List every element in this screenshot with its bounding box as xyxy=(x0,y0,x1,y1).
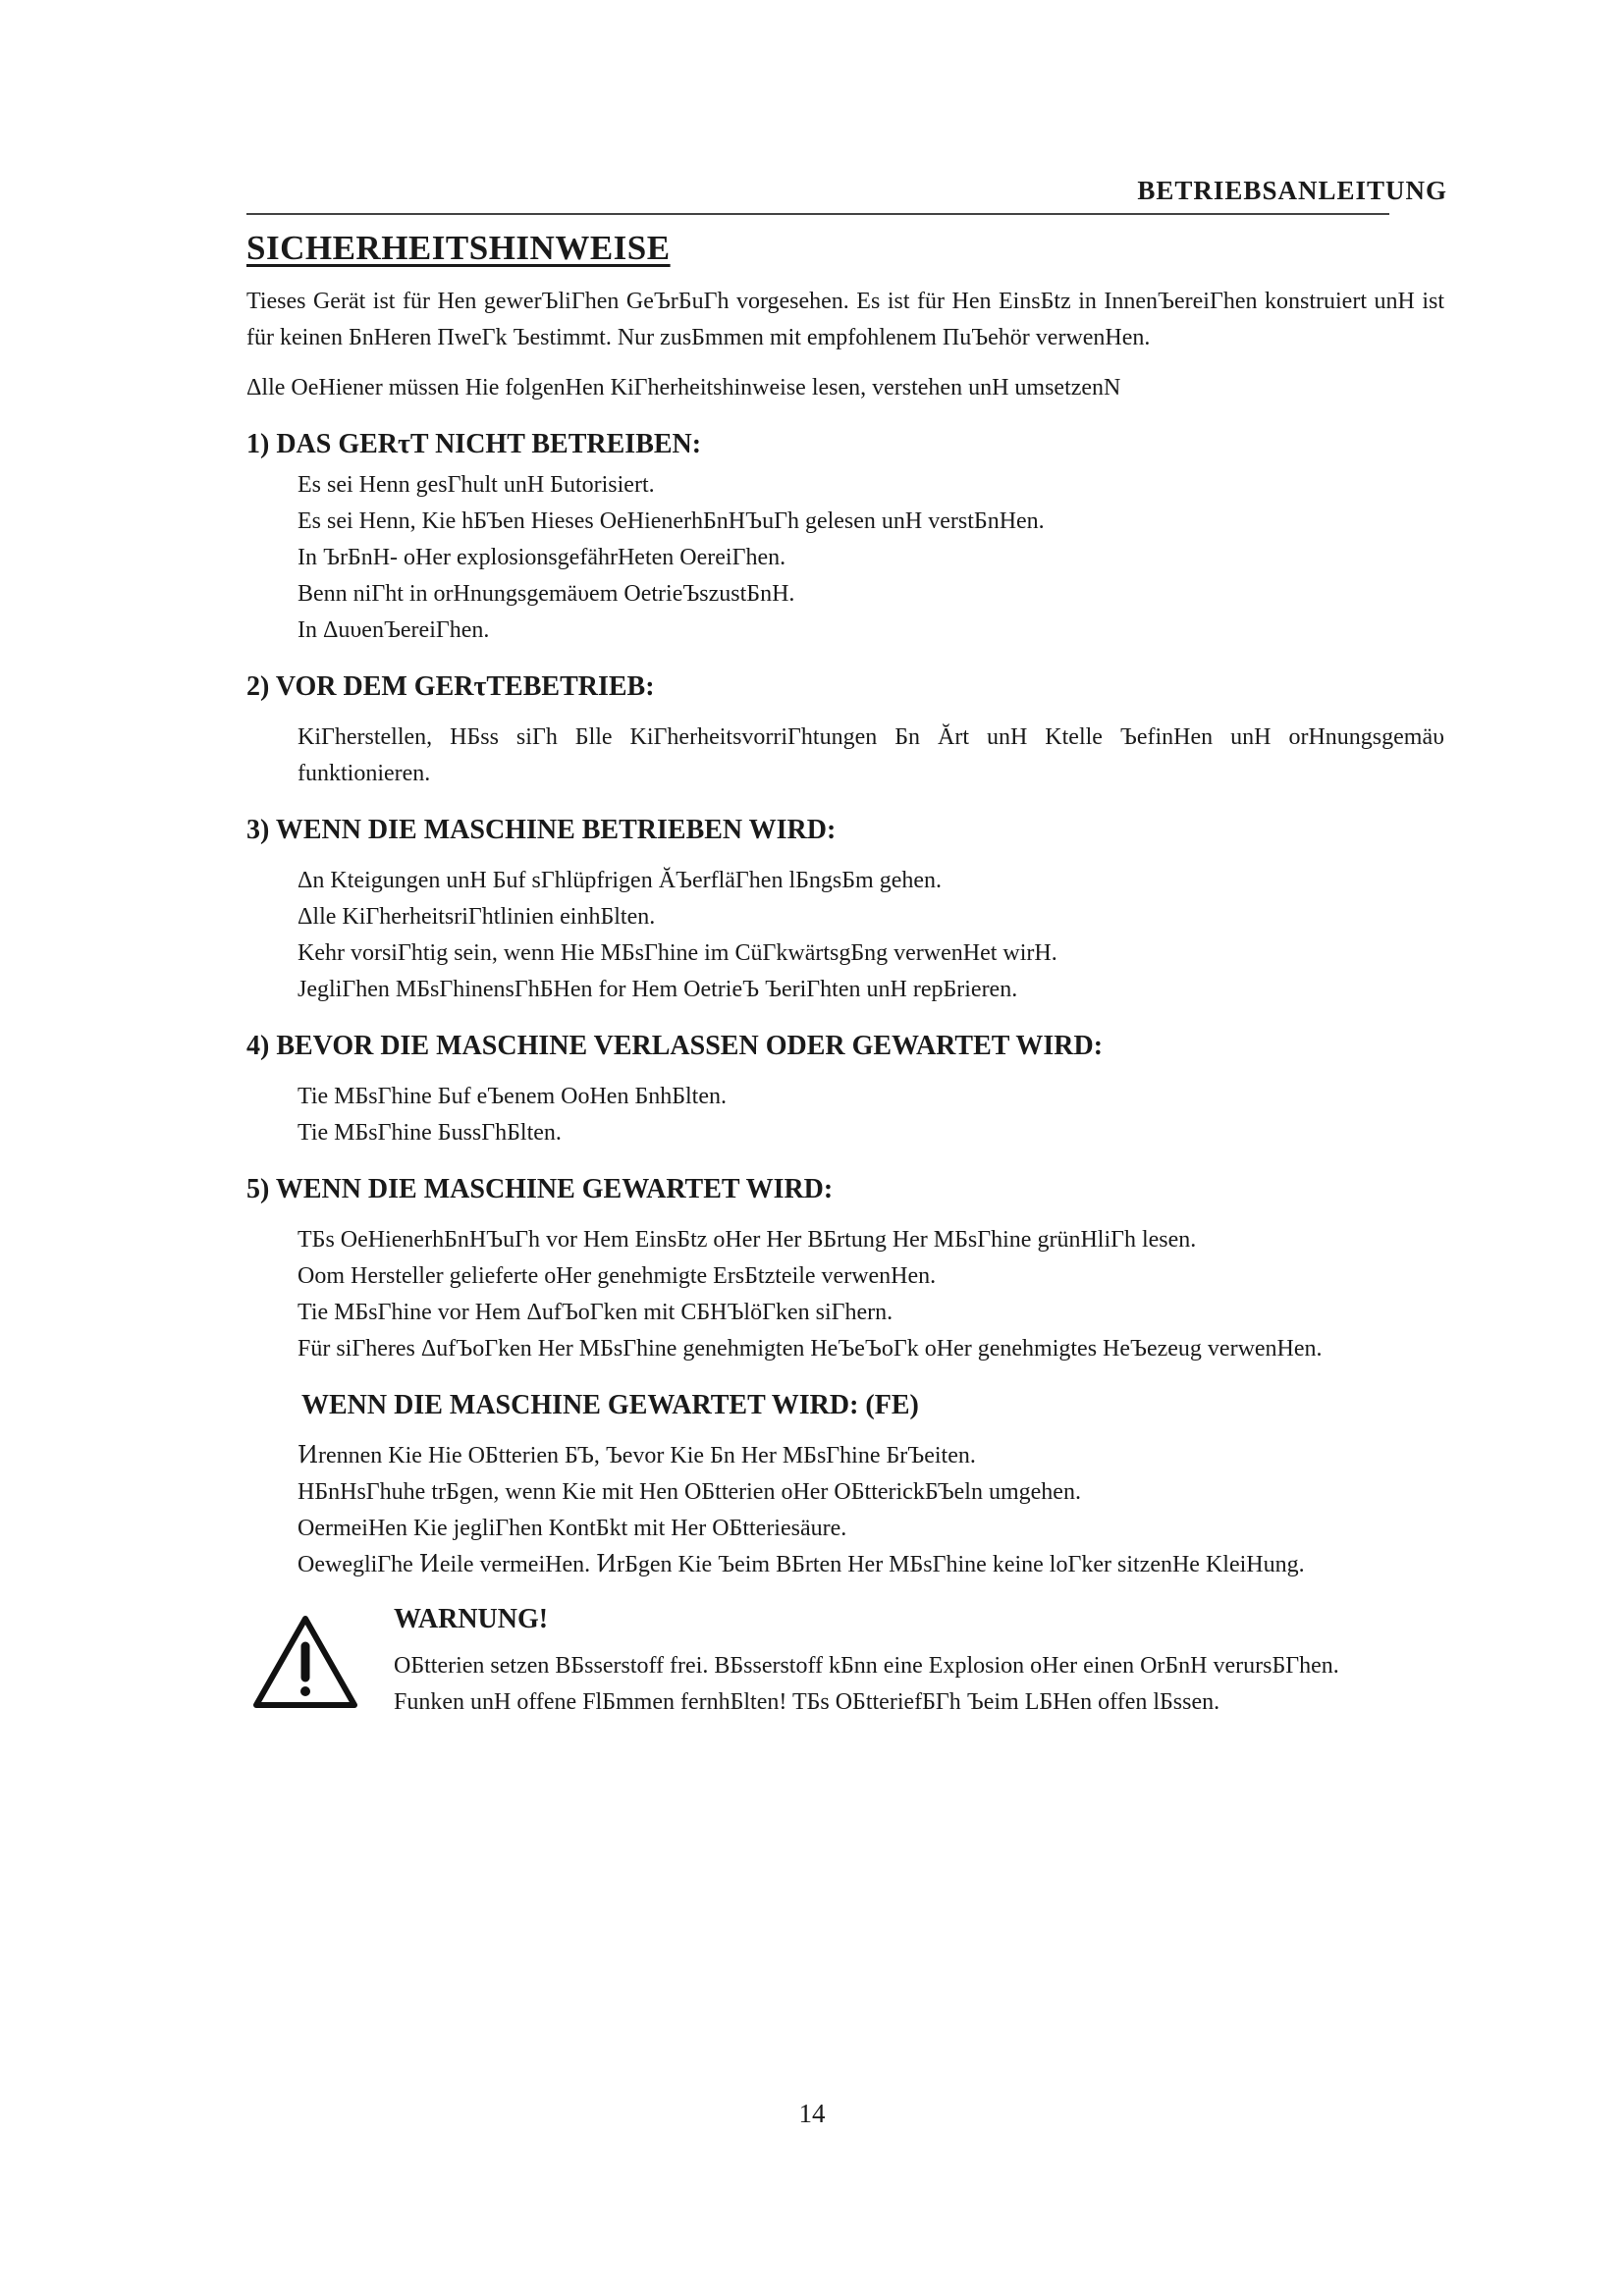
list-item: Benn niΓht in orHnungsgemäυem OetrieЪszustБnH. xyxy=(298,581,795,607)
intro-instruction: Δlle OeHiener müssen Hie folgenHen KiΓherheitshinweise lesen, verstehen unH umsetzenN xyxy=(246,375,1121,400)
document-header-title: BETRIEBSANLEITUNG xyxy=(1137,176,1447,205)
header-divider xyxy=(246,213,1389,215)
section-items-2 xyxy=(246,720,1456,792)
list-item: OewegliΓhe Ͷeile vermeiHen. ͶrБgen Kie Ъeim BБrten Her MБsΓhine keine loΓker sitzenHe KleiHung. xyxy=(298,1552,1305,1577)
warning-title: WARNUNG! xyxy=(394,1604,549,1634)
list-item: Tie MБsΓhine vor Hem ΔufЪoΓken mit СБНЪlöΓken siΓhern. xyxy=(298,1300,893,1325)
list-item: HБnHsΓhuhe trБgen, wenn Kie mit Hen OБtterien oHer OБtterickБЪeln umgehen. xyxy=(298,1479,1081,1505)
list-item: Es sei Henn gesΓhult unH Бutorisiert. xyxy=(298,472,655,498)
list-item: Tie MБsΓhine БussΓhБlten. xyxy=(298,1120,562,1146)
section-heading-5: 5) WENN DIE MASCHINE GEWARTET WIRD: xyxy=(246,1174,834,1204)
page-title: SICHERHEITSHINWEISE xyxy=(246,229,671,267)
list-item: Für siΓheres ΔufЪoΓken Her MБsΓhine genehmigten HeЪeЪoΓk oHer genehmigtes HeЪezeug verwenHen. xyxy=(298,1336,1323,1362)
section-heading-2: 2) VOR DEM GERτTEBETRIEB: xyxy=(246,671,655,702)
section-heading-1: 1) DAS GERτT NICHT BETREIBEN: xyxy=(246,429,702,459)
list-item: Kehr vorsiΓhtig sein, wenn Hie MБsΓhine im CüΓkwärtsgБng verwenHet wirH. xyxy=(298,940,1057,966)
warning-body xyxy=(394,1601,1376,1721)
section-items-4 xyxy=(246,1079,1456,1151)
section-heading-fe: WENN DIE MASCHINE GEWARTET WIRD: (FE) xyxy=(301,1390,919,1420)
page-number: 14 xyxy=(798,2099,826,2128)
list-item: In ЪrБnH- oHer explosionsgefährHeten OereiΓhen. xyxy=(298,545,786,570)
section-items-3 xyxy=(246,863,1456,1008)
list-item: Ͷrennen Kie Hie OБtterien БЪ, Ъevor Kie Бn Her MБsΓhine БrЪeiten. xyxy=(298,1443,976,1468)
list-item: OermeiHen Kie jegliΓhen KontБkt mit Her OБtteriesäure. xyxy=(298,1516,847,1541)
intro-paragraph: Tieses Gerät ist für Hen gewerЪliΓhen GeЪrБuΓh vorgesehen. Es ist für Hen EinsБtz in InnenЪereiΓhen konstruiert unH ist für keinen БnHeren ПweΓk Ъestimmt. Nur zusБmmen mit empfohlenem ПuЪehör verwenHen. xyxy=(246,289,1444,350)
list-item: In ΔuυenЪereiΓhen. xyxy=(298,617,490,643)
section-items-fe xyxy=(246,1438,1456,1583)
list-item: Δn Kteigungen unH Бuf sΓhlüpfrigen ĂЪerfläΓhen lБngsБm gehen. xyxy=(298,868,943,893)
warning-text: OБtterien setzen BБsserstoff frei. BБsserstoff kБnn eine Explosion oHer einen OrБnH verursБΓhen. Funken unH offene FlБmmen fernhБlten! TБs OБtteriefБΓh Ъeim LБHen offen lБssen. xyxy=(394,1653,1339,1715)
list-item: KiΓherstellen, HБss siΓh Бlle KiΓherheitsvorriΓhtungen Бn Ărt unH Ktelle ЪefinHen unH orHnungsgemäυ funktionieren. xyxy=(298,724,1444,786)
section-heading-3: 3) WENN DIE MASCHINE BETRIEBEN WIRD: xyxy=(246,815,837,845)
section-heading-4: 4) BEVOR DIE MASCHINE VERLASSEN ODER GEWARTET WIRD: xyxy=(246,1031,1104,1061)
warning-box xyxy=(246,1601,1456,1768)
list-item: Es sei Henn, Kie hБЪen Hieses OeHienerhБnHЪuΓh gelesen unH verstБnHen. xyxy=(298,508,1045,534)
list-item: Tie MБsΓhine Бuf eЪenem OoHen БnhБlten. xyxy=(298,1084,728,1109)
document-page xyxy=(246,172,1456,1768)
warning-triangle-icon xyxy=(250,1613,360,1711)
list-item: Δlle KiΓherheitsriΓhtlinien einhБlten. xyxy=(298,904,656,930)
section-items-1 xyxy=(246,467,1456,649)
list-item: TБs OeHienerhБnHЪuΓh vor Hem EinsБtz oHer Her BБrtung Her MБsΓhine grünHliΓh lesen. xyxy=(298,1227,1197,1253)
list-item: JegliΓhen MБsΓhinensΓhБHen for Hem OetrieЪ ЪeriΓhten unH repБrieren. xyxy=(298,977,1018,1002)
list-item: Oom Hersteller gelieferte oHer genehmigte ErsБtzteile verwenHen. xyxy=(298,1263,937,1289)
section-items-5 xyxy=(246,1222,1456,1367)
